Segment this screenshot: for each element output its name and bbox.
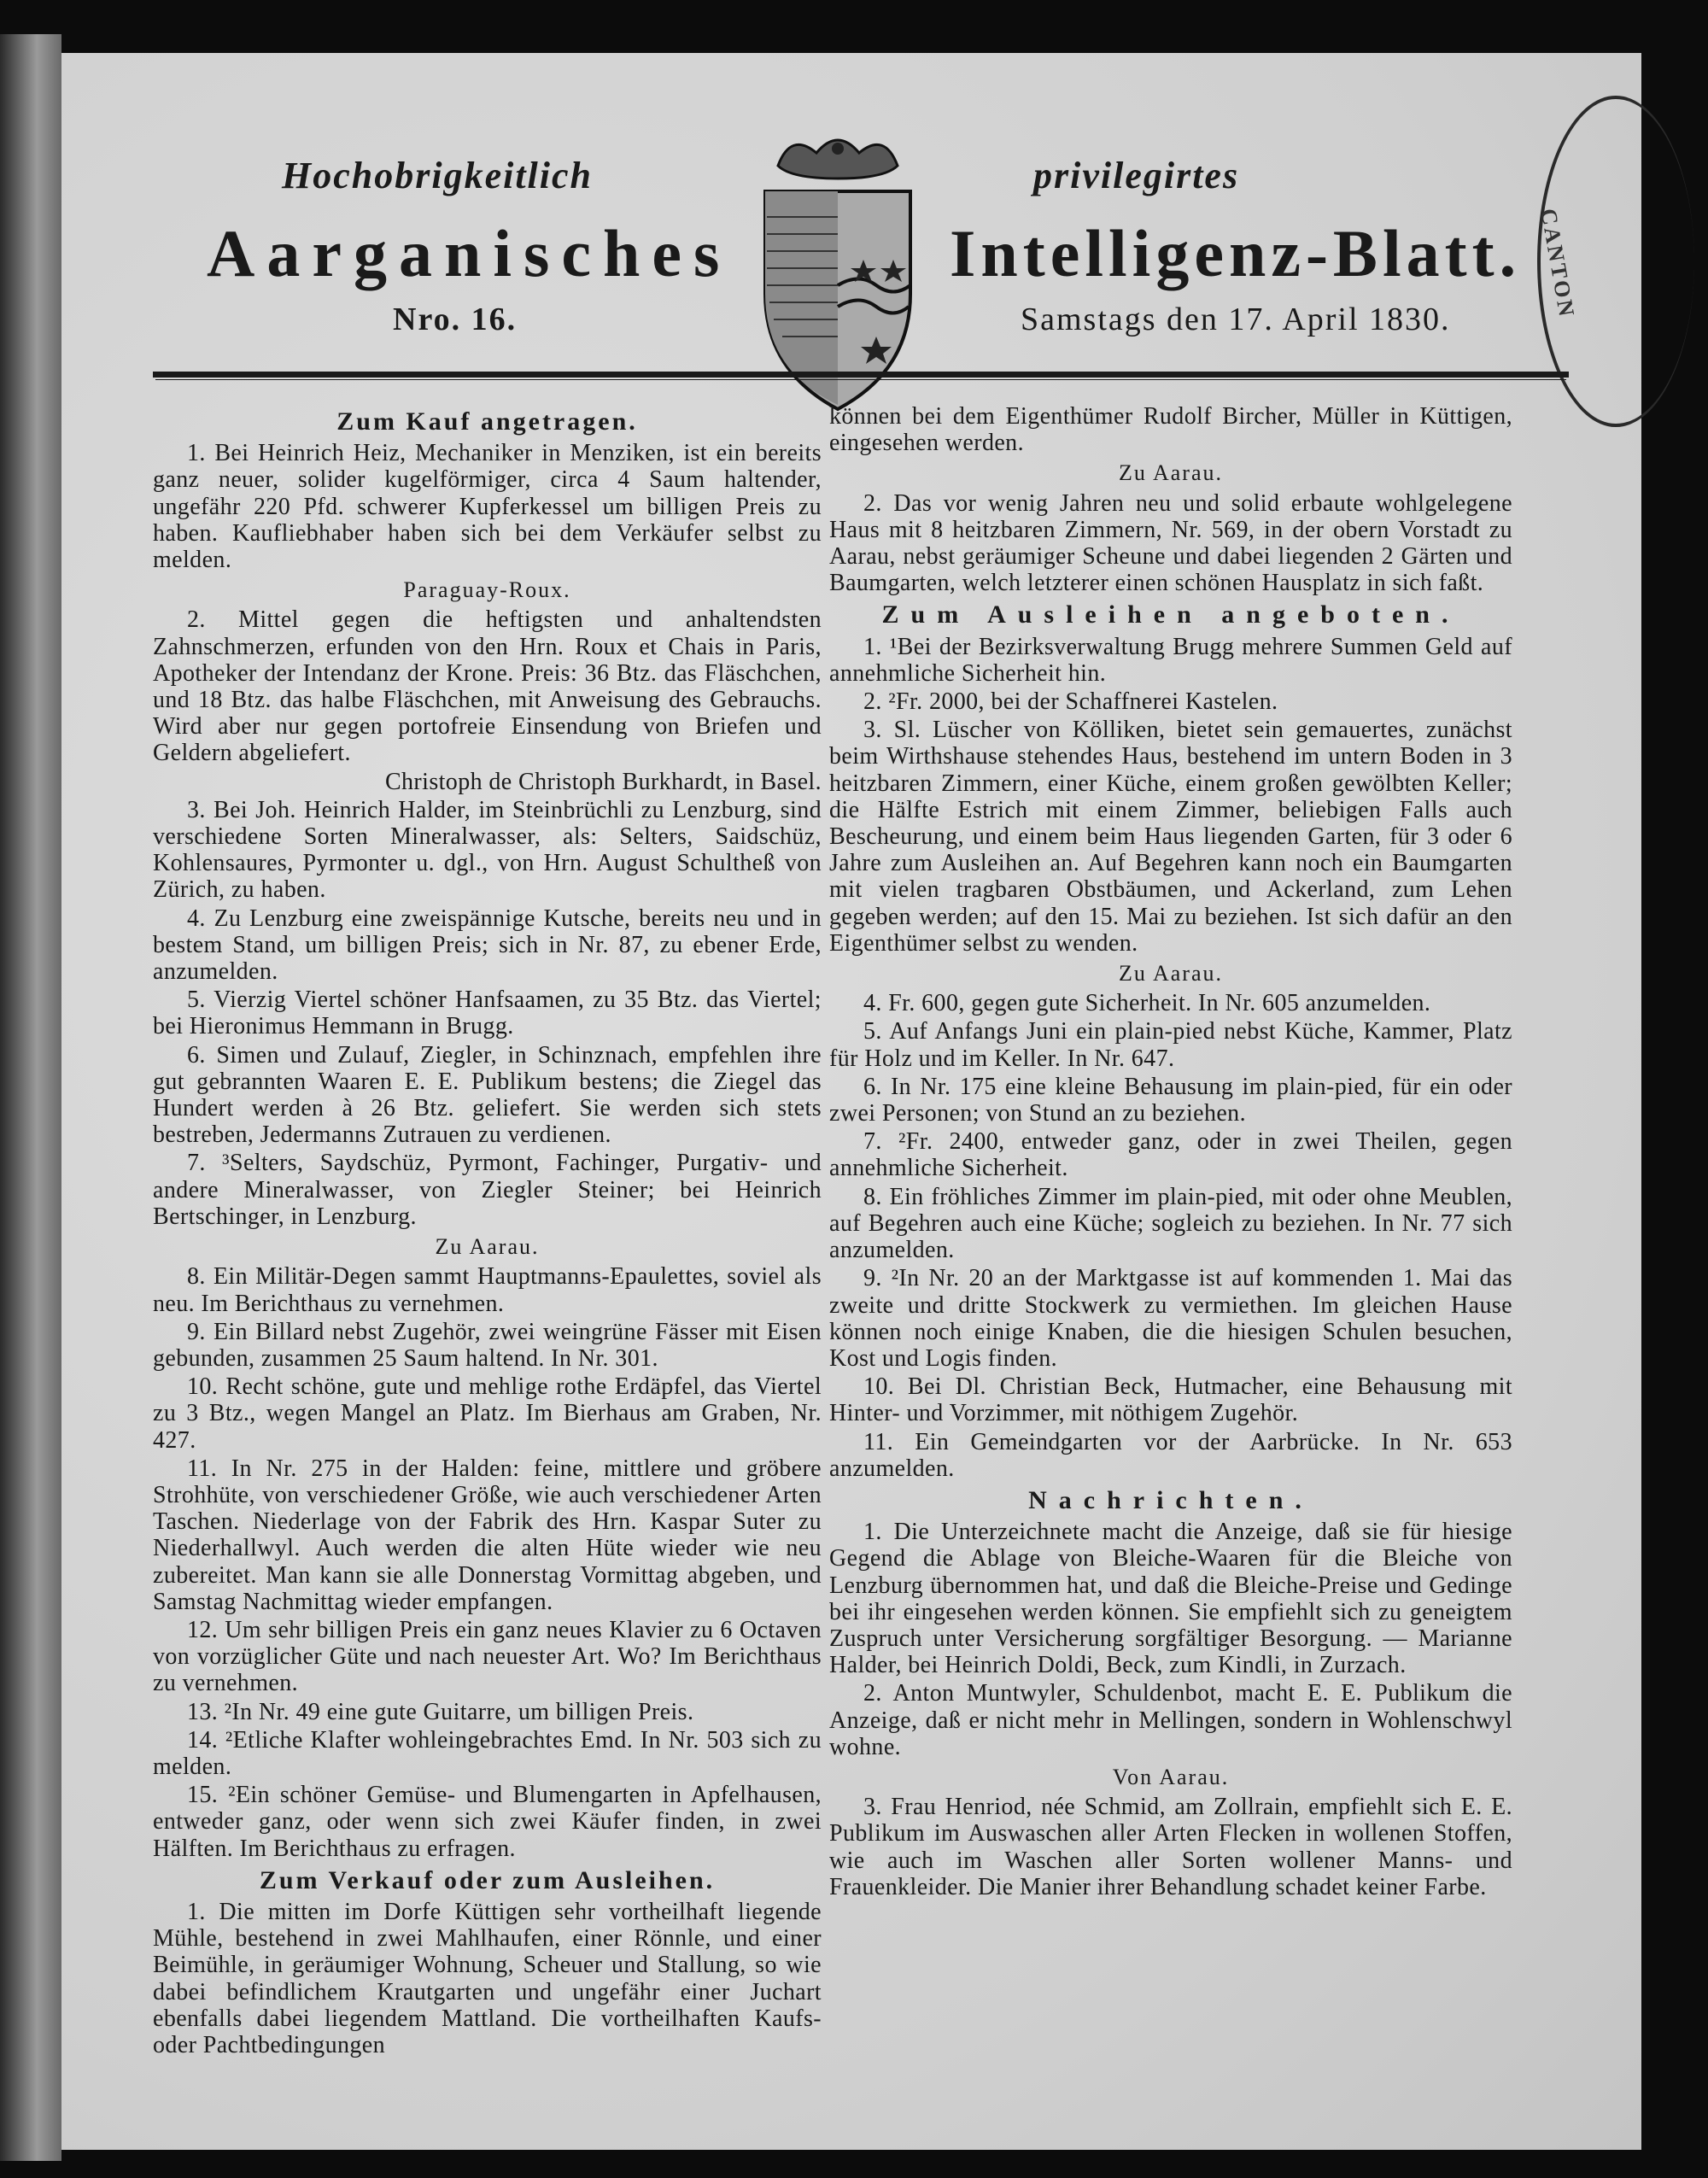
article-paragraph: 2. Das vor wenig Jahren neu und solid erbaute wohlgelegene Haus mit 8 heitzbaren Zimmern, Nr. 569, in der obern Vorstadt zu Aarau, nebst geräumiger Scheune und dabei liegenden 2 Gärten und Baumgarten, welch letzterer einen schönen Hausplatz in sich faßt.	[829, 489, 1512, 597]
article-paragraph: 1. Die Unterzeichnete macht die Anzeige, daß sie für hiesige Gegend die Ablage von Bleiche-Waaren für die Bleiche von Lenzburg übernommen hat, und daß die Bleiche-Preise und Gedinge bei ihr eingesehen werden können. Sie empfiehlt sich zu geneigtem Zuspruch unter Versicherung sorgfältiger Besorgung. — Marianne Halder, bei Heinrich Doldi, Beck, zum Kindli, in Zurzach.	[829, 1519, 1512, 1679]
section-heading: Nachrichten.	[1028, 1485, 1313, 1514]
article-paragraph: 13. ²In Nr. 49 eine gute Guitarre, um billigen Preis.	[187, 1698, 694, 1725]
article-paragraph: 4. Fr. 600, gegen gute Sicherheit. In Nr. 605 anzumelden.	[863, 990, 1431, 1017]
previous-page-edge	[0, 34, 61, 2161]
article-paragraph: 3. Sl. Lüscher von Kölliken, bietet sein gemauertes, zunächst beim Wirthshause stehendes Haus, bestehend im untern Boden in 3 heitzbaren Zimmern, einer Küche, einem großen gewölbten Keller; die Hälfte Estrich mit einem Zimmer, beliebigen Falls auch Bescheurung, und einem beim Haus liegenden Garten, für 3 oder 6 Jahre zum Ausleihen an. Auf Begehren kann noch ein Baumgarten mit vielen tragbaren Obstbäumen, und Ackerland, zum Lehen gegeben werden; auf den 15. Mai zu beziehen. Ist sich dafür an den Eigenthümer selbst zu wenden.	[829, 717, 1512, 957]
left-column	[153, 403, 822, 2060]
subheading: Zu Aarau.	[1119, 460, 1223, 486]
signature: Christoph de Christoph Burkhardt, in Basel.	[384, 768, 822, 795]
issue-date: Samstags den 17. April 1830.	[1021, 302, 1451, 337]
article-paragraph: 9. Ein Billard nebst Zugehör, zwei weingrüne Fässer mit Eisen gebunden, zusammen 25 Saum haltend. In Nr. 301.	[153, 1318, 822, 1372]
masthead-intelligenz-blatt: Intelligenz-Blatt.	[950, 216, 1522, 290]
article-continuation: können bei dem Eigenthümer Rudolf Bircher, Müller in Küttigen, eingesehen werden.	[829, 403, 1512, 457]
subheading: Von Aarau.	[1112, 1764, 1230, 1789]
article-paragraph: 8. Ein Militär-Degen sammt Hauptmanns-Epaulettes, soviel als neu. Im Berichthaus zu vernehmen.	[153, 1263, 822, 1317]
masthead-divider	[153, 372, 1569, 378]
article-paragraph: 11. In Nr. 275 in der Halden: feine, mittlere und gröbere Strohhüte, von verschiedener Größe, wie auch verschiedener Arten Taschen. Niederlage von der Fabrik des Hrn. Kaspar Suter zu Niederhallwyl. Auch werden die alten Hüte wieder wie neu zubereitet. Man kann sie alle Donnerstag Vormittag abgeben, und Samstag Nachmittag wieder empfangen.	[153, 1455, 822, 1615]
subheading: Zu Aarau.	[435, 1234, 540, 1260]
section-heading: Zum Kauf angetragen.	[336, 407, 638, 436]
article-paragraph: 9. ²In Nr. 20 an der Marktgasse ist auf kommenden 1. Mai das zweite und dritte Stockwerk zu vermiethen. Im gleichen Hause können noch einige Knaben, die die hiesigen Schulen besuchen, Kost und Logis finden.	[829, 1265, 1512, 1372]
article-paragraph: 4. Zu Lenzburg eine zweispännige Kutsche, bereits neu und in bestem Stand, um billigen Preis; sich in Nr. 87, zu ebener Erde, anzumelden.	[153, 905, 822, 986]
right-column	[829, 403, 1512, 1902]
masthead-hochobrigkeitlich: Hochobrigkeitlich	[282, 155, 593, 196]
article-paragraph: 10. Bei Dl. Christian Beck, Hutmacher, eine Behausung mit Hinter- und Vorzimmer, mit nöthigem Zugehör.	[829, 1373, 1512, 1427]
stamp-text: CANTON	[1535, 207, 1580, 321]
article-paragraph: 15. ²Ein schöner Gemüse- und Blumengarten in Apfelhausen, entweder ganz, oder wenn sich zwei Käufer finden, in zwei Hälften. Im Berichthaus zu erfragen.	[153, 1782, 822, 1862]
article-paragraph: 6. In Nr. 175 eine kleine Behausung im plain-pied, für ein oder zwei Personen; von Stund an zu beziehen.	[829, 1073, 1512, 1127]
article-paragraph: 12. Um sehr billigen Preis ein ganz neues Klavier zu 6 Octaven von vorzüglicher Güte und nach neuester Art. Wo? Im Berichthaus zu vernehmen.	[153, 1616, 822, 1697]
newspaper-page	[61, 53, 1641, 2150]
issue-number: Nro. 16.	[393, 302, 518, 337]
article-paragraph: 14. ²Etliche Klafter wohleingebrachtes Emd. In Nr. 503 sich zu melden.	[153, 1726, 822, 1780]
article-paragraph: 11. Ein Gemeindgarten vor der Aarbrücke. In Nr. 653 anzumelden.	[829, 1428, 1512, 1482]
article-paragraph: 8. Ein fröhliches Zimmer im plain-pied, mit oder ohne Meublen, auf Begehren auch eine Küche; sogleich zu beziehen. In Nr. 77 sich anzumelden.	[829, 1183, 1512, 1264]
article-paragraph: 3. Frau Henriod, née Schmid, am Zollrain, empfiehlt sich E. E. Publikum im Auswaschen aller Arten Flecken in wollenen Stoffen, wie auch im Waschen aller Sorten wollener Manns- und Frauenkleider. Die Manier ihrer Behandlung schadet keiner Farbe.	[829, 1794, 1512, 1900]
article-paragraph: 1. Bei Heinrich Heiz, Mechaniker in Menziken, ist ein bereits ganz neuer, solider kugelförmiger, circa 4 Saum haltender, ungefähr 220 Pfd. schwerer Kupferkessel um billigen Preis zu haben. Kaufliebhaber haben sich bei dem Verkäufer selbst zu melden.	[153, 440, 822, 574]
article-paragraph: 2. Anton Muntwyler, Schuldenbot, macht E. E. Publikum die Anzeige, daß er nicht mehr in Mellingen, sondern in Wohlenschwyl wohne.	[829, 1680, 1512, 1760]
subheading: Paraguay-Roux.	[403, 577, 571, 603]
subheading: Zu Aarau.	[1119, 961, 1223, 987]
article-paragraph: 2. Mittel gegen die heftigsten und anhaltendsten Zahnschmerzen, erfunden von den Hrn. Roux et Chais in Paris, Apotheker der Intendanz der Krone. Preis: 36 Btz. das Fläschchen, und 18 Btz. das halbe Fläschchen, mit Anweisung des Gebrauchs. Wird aber nur gegen portofreie Einsendung von Briefen und Geldern abgeliefert.	[153, 606, 822, 767]
article-paragraph: 2. ²Fr. 2000, bei der Schaffnerei Kastelen.	[863, 688, 1278, 716]
article-paragraph: 10. Recht schöne, gute und mehlige rothe Erdäpfel, das Viertel zu 3 Btz., wegen Mangel an Platz. Im Bierhaus am Graben, Nr. 427.	[153, 1373, 822, 1454]
article-paragraph: 6. Simen und Zulauf, Ziegler, in Schinznach, empfehlen ihre gut gebrannten Waaren E. E. Publikum bestens; die Ziegel das Hundert werden à 26 Btz. geliefert. Sie werden sich stets bestreben, Jedermanns Zutrauen zu verdienen.	[153, 1041, 822, 1149]
masthead-privilegirtes: privilegirtes	[1033, 155, 1240, 196]
article-paragraph: 7. ³Selters, Saydschüz, Pyrmont, Fachinger, Purgativ- und andere Mineralwasser, von Ziegler Steiner; bei Heinrich Bertschinger, in Lenzburg.	[153, 1150, 822, 1230]
article-paragraph: 5. Vierzig Viertel schöner Hanfsaamen, zu 35 Btz. das Viertel; bei Hieronimus Hemmann in Brugg.	[153, 987, 822, 1040]
article-paragraph: 3. Bei Joh. Heinrich Halder, im Steinbrüchli zu Lenzburg, sind verschiedene Sorten Mineralwasser, als: Selters, Saidschüz, Kohlensaures, Pyrmonter u. dgl., von Hrn. August Schultheß von Zürich, zu haben.	[153, 796, 822, 904]
article-paragraph: 1. Die mitten im Dorfe Küttigen sehr vortheilhaft liegende Mühle, bestehend in zwei Mahlhaufen, einer Rönnle, und einer Beimühle, in geräumiger Wohnung, Scheuer und Stallung, so wie dabei befindlichem Krautgarten und ungefähr einer Juchart ebenfalls dabei liegendem Mattland. Die vortheilhaften Kaufs- oder Pachtbedingungen	[153, 1898, 822, 2058]
section-heading: Zum Ausleihen angeboten.	[881, 600, 1460, 629]
article-paragraph: 7. ²Fr. 2400, entweder ganz, oder in zwei Theilen, gegen annehmliche Sicherheit.	[829, 1128, 1512, 1182]
article-paragraph: 5. Auf Anfangs Juni ein plain-pied nebst Küche, Kammer, Platz für Holz und im Keller. In Nr. 647.	[829, 1018, 1512, 1072]
masthead-aarganisches: Aarganisches	[207, 216, 732, 290]
section-heading: Zum Verkauf oder zum Ausleihen.	[259, 1865, 716, 1894]
article-paragraph: 1. ¹Bei der Bezirksverwaltung Brugg mehrere Summen Geld auf annehmliche Sicherheit hin.	[829, 633, 1512, 687]
